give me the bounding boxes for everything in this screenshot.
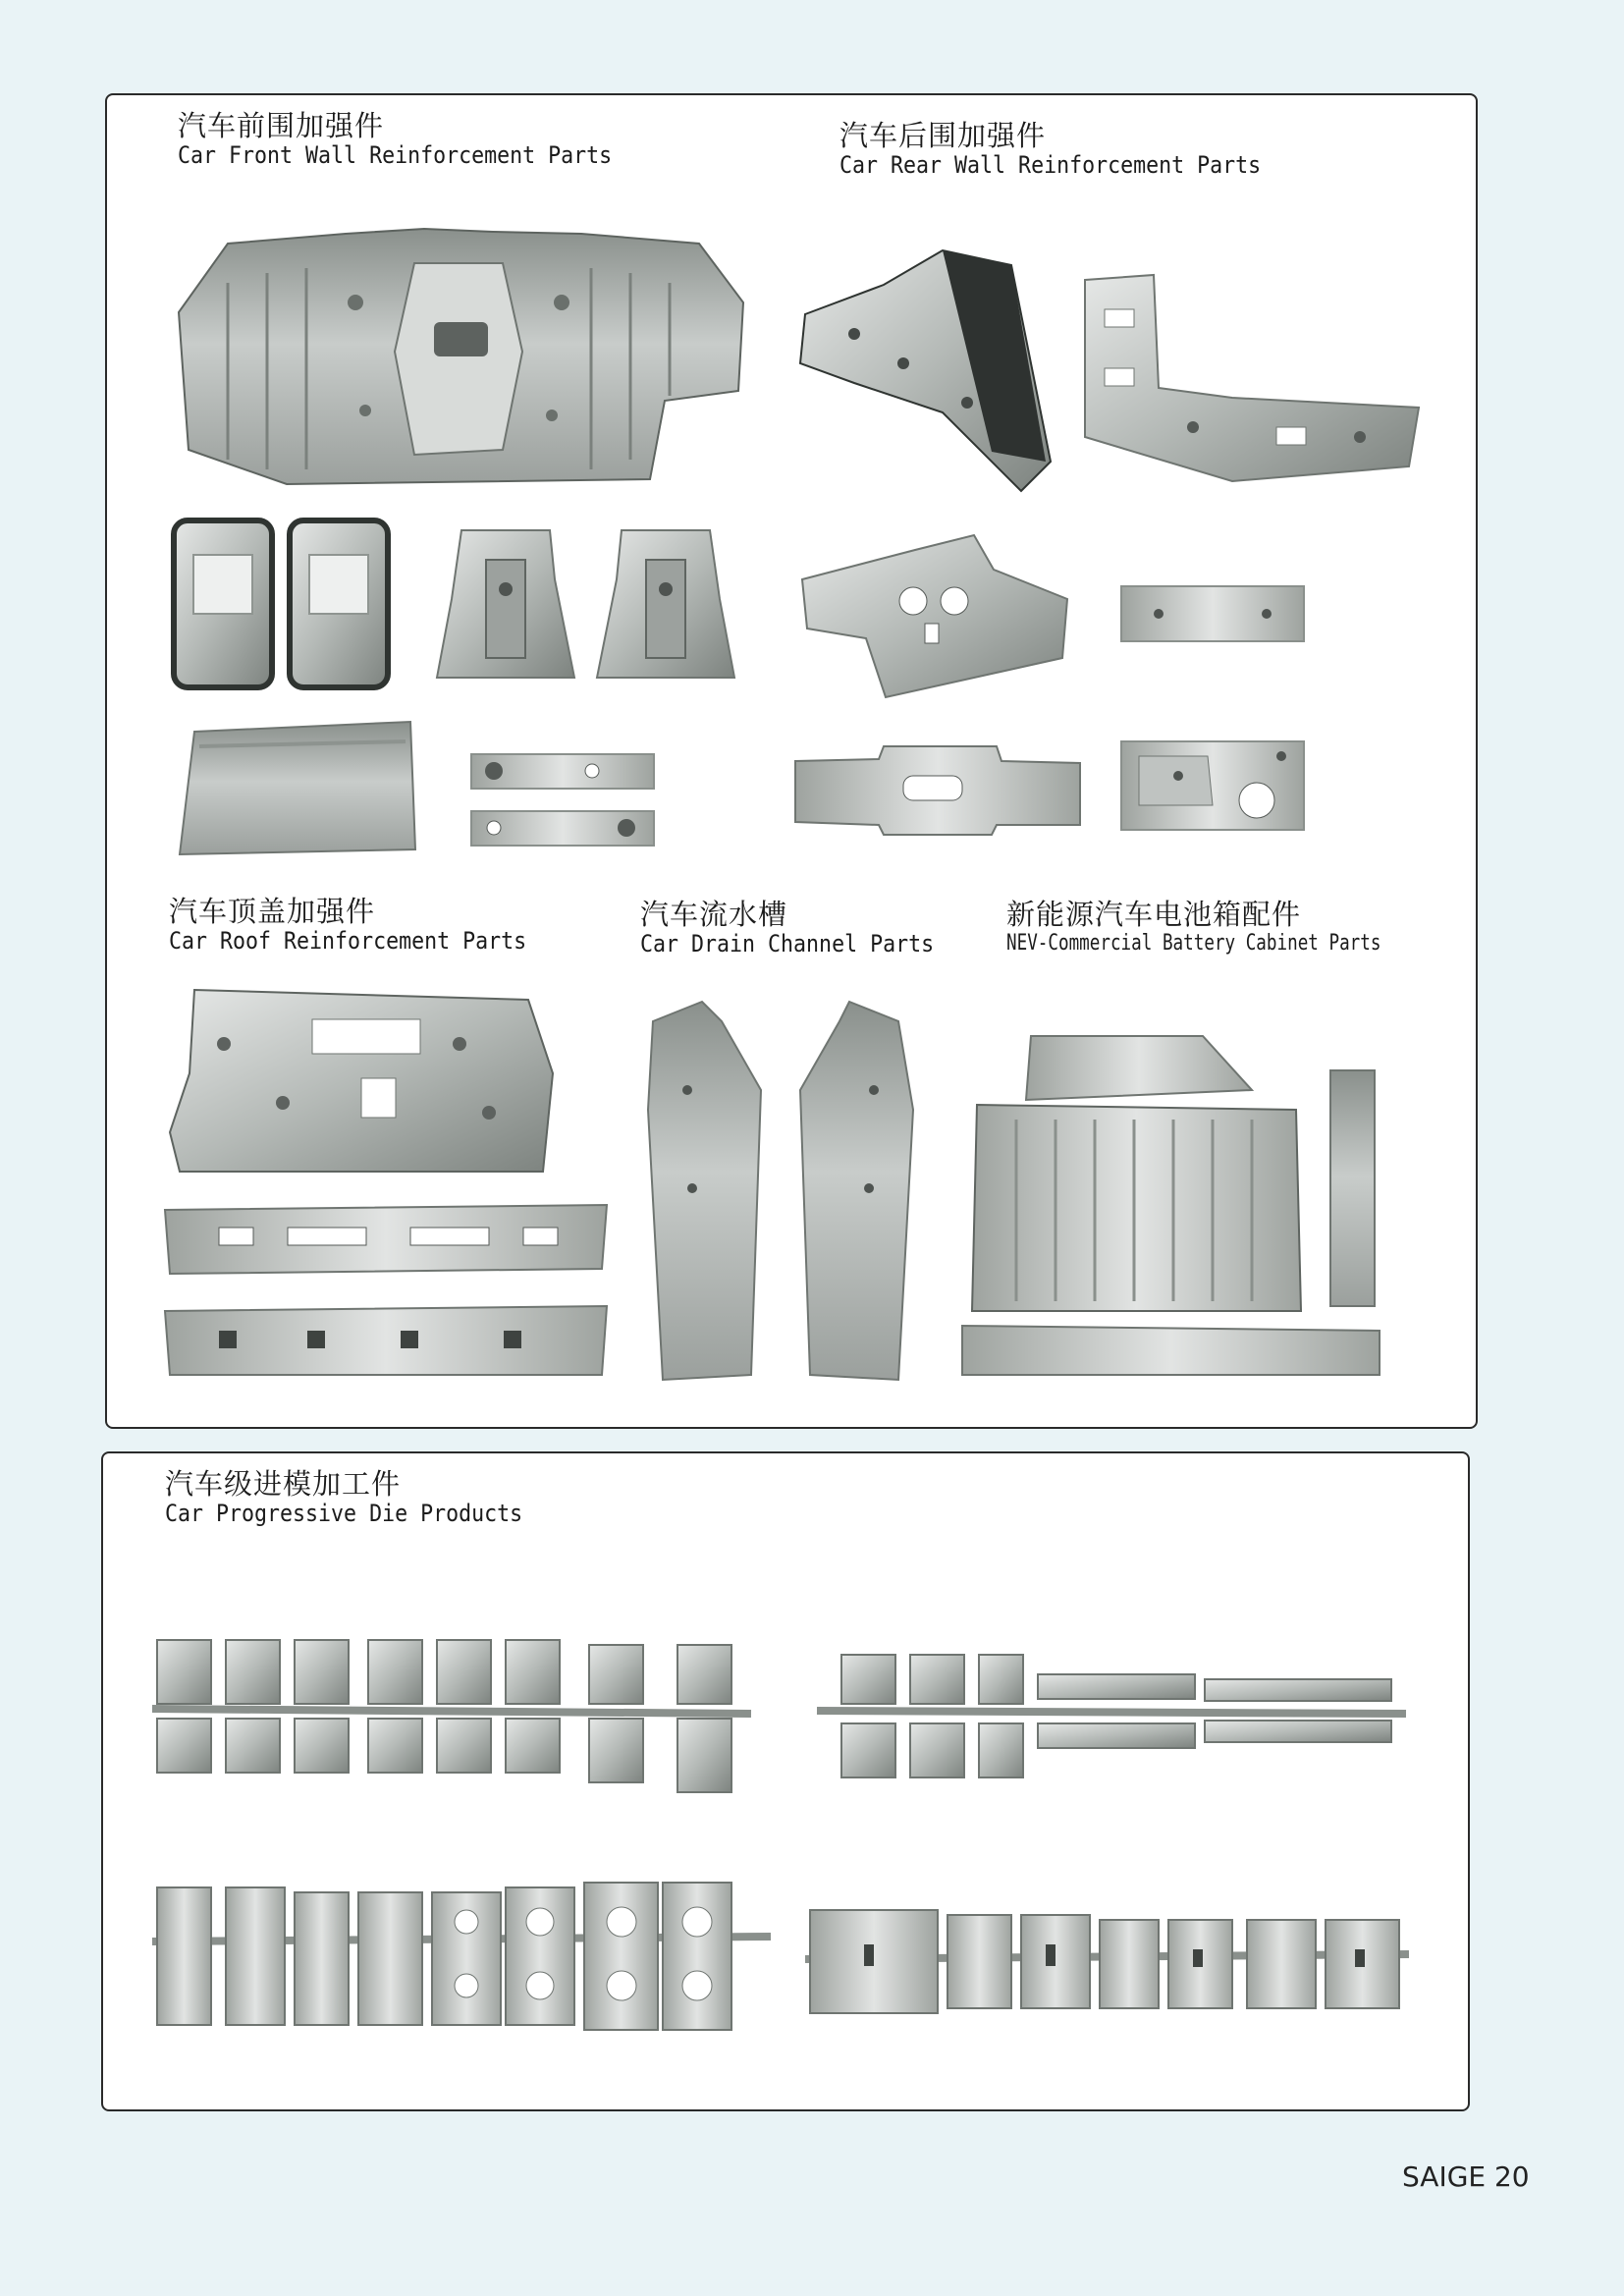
drain-channel-right-image	[790, 992, 918, 1385]
rear-channel-bracket-image	[790, 741, 1085, 835]
section-front-wall-title-en: Car Front Wall Reinforcement Parts	[178, 141, 613, 170]
section-front-wall-heading	[178, 110, 660, 170]
section-drain-heading	[640, 899, 966, 958]
section-progressive-heading	[165, 1468, 563, 1528]
rear-flat-plate-image	[1119, 584, 1306, 643]
roof-crossbeam-front-image	[160, 1200, 614, 1279]
roof-crossbeam-rear-image	[160, 1301, 614, 1380]
front-cover-plate-image	[175, 712, 425, 859]
battery-cabinet-parts-image	[957, 1031, 1384, 1385]
front-hinge-bracket-right-image	[597, 520, 739, 687]
section-roof-heading	[169, 896, 567, 956]
section-front-wall-title-cn: 汽车前围加强件	[178, 109, 385, 142]
section-drain-title-cn: 汽车流水槽	[640, 898, 788, 931]
progressive-strip-1-image	[152, 1635, 751, 1802]
section-progressive-title-cn: 汽车级进模加工件	[165, 1467, 402, 1501]
section-battery-heading	[1006, 899, 1475, 957]
section-rear-wall-title-en: Car Rear Wall Reinforcement Parts	[839, 151, 1262, 180]
section-roof-title-en: Car Roof Reinforcement Parts	[169, 927, 527, 956]
rear-wall-corner-bracket-image	[1075, 270, 1424, 486]
progressive-strip-3-image	[152, 1878, 771, 2035]
section-battery-title-cn: 新能源汽车电池箱配件	[1006, 898, 1302, 931]
progressive-strip-2-image	[817, 1650, 1406, 1782]
front-flat-strips-image	[469, 750, 656, 853]
front-wall-panel-image	[169, 224, 748, 489]
section-drain-title-en: Car Drain Channel Parts	[640, 930, 935, 958]
section-rear-wall-heading	[839, 120, 1308, 180]
section-battery-title-en: NEV-Commercial Battery Cabinet Parts	[1006, 931, 1381, 957]
page-number: SAIGE 20	[1402, 2160, 1530, 2193]
progressive-strip-4-image	[805, 1905, 1409, 2018]
section-progressive-title-en: Car Progressive Die Products	[165, 1500, 523, 1528]
front-frame-bracket-right-image	[285, 516, 393, 692]
section-roof-title-cn: 汽车顶盖加强件	[169, 895, 376, 928]
section-rear-wall-title-cn: 汽车后围加强件	[839, 119, 1047, 152]
front-hinge-bracket-left-image	[432, 520, 574, 687]
rear-mounting-plate-image	[1119, 737, 1306, 835]
rear-wall-pillar-bracket-image	[795, 246, 1056, 496]
rear-twin-hole-bracket-image	[797, 530, 1072, 702]
roof-reinforcement-panel-image	[165, 985, 558, 1176]
drain-channel-left-image	[643, 992, 771, 1385]
front-frame-bracket-left-image	[169, 516, 277, 692]
